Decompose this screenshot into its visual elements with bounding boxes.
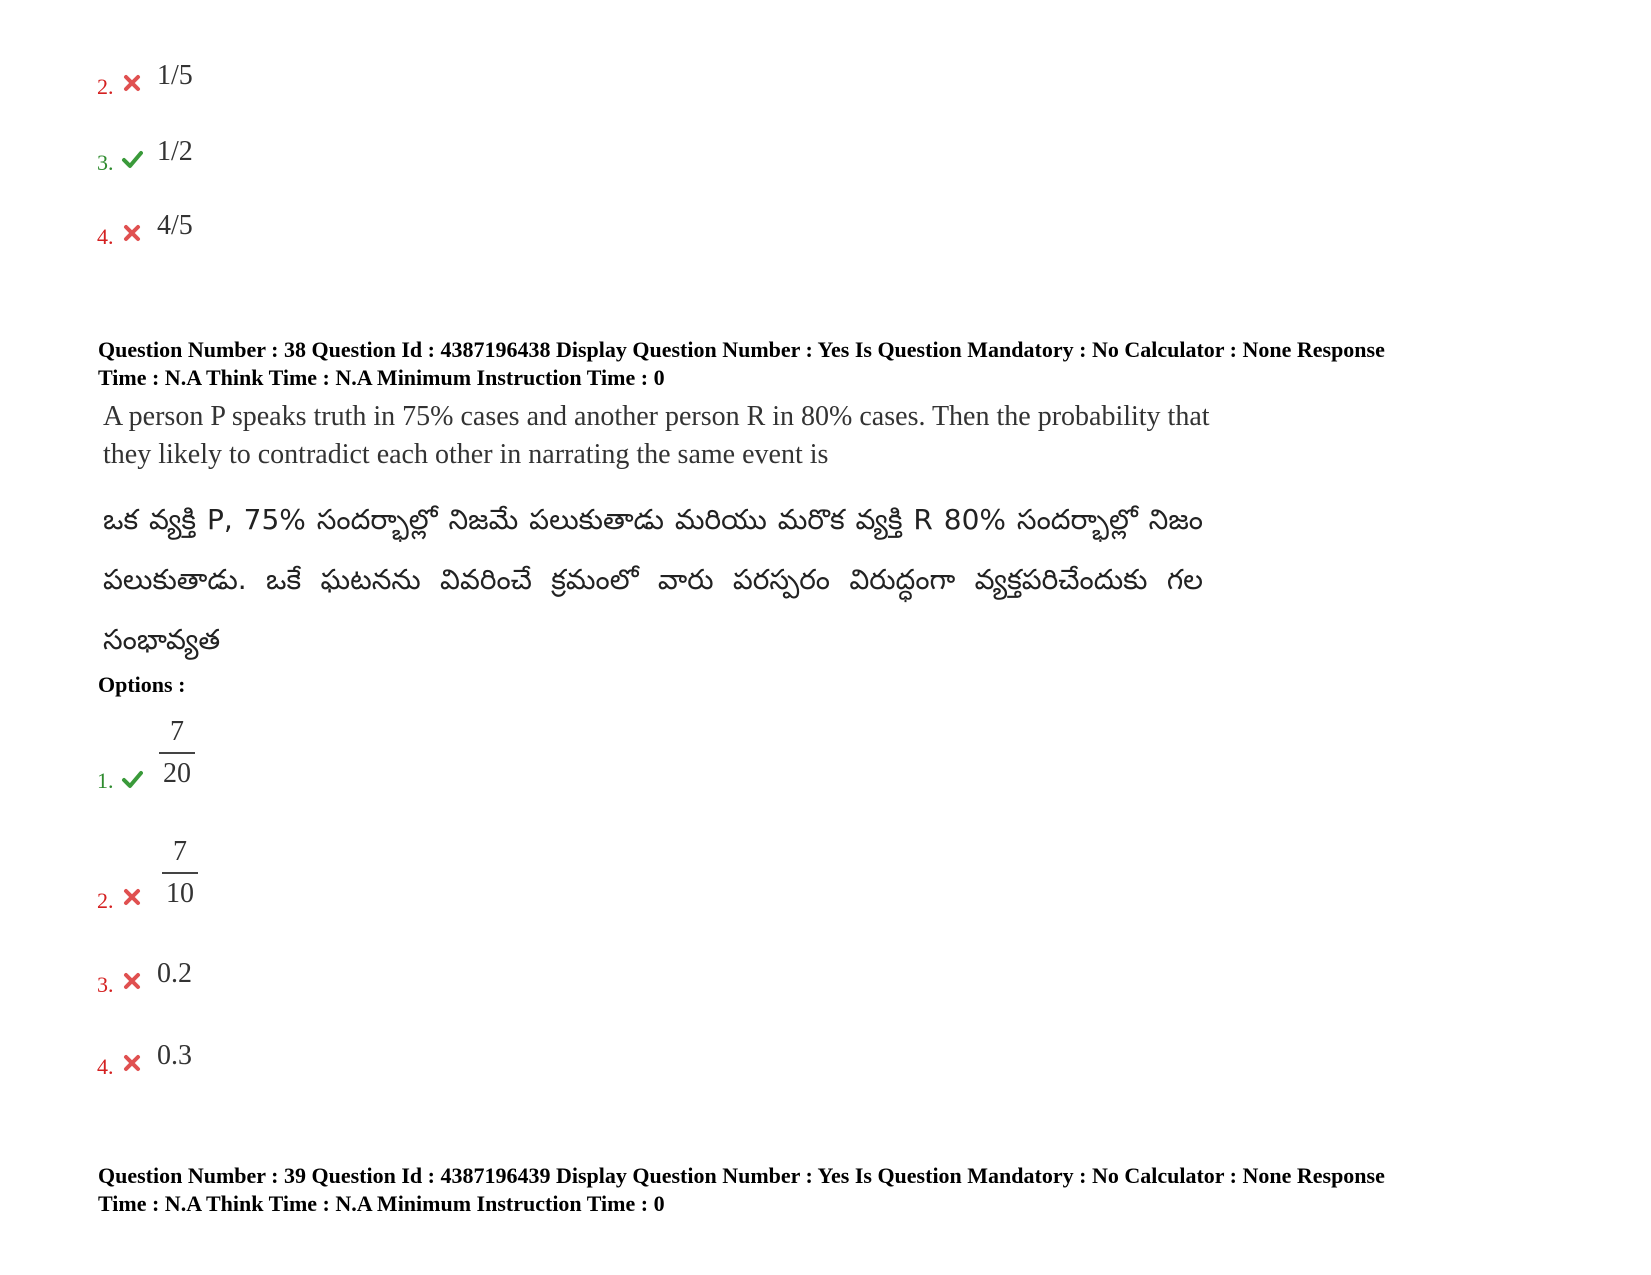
option-text: 4/5 — [157, 210, 193, 241]
fraction-numerator: 7 — [170, 716, 184, 747]
cross-icon — [121, 1052, 143, 1074]
option-number: 3. — [97, 972, 114, 997]
question-header-line1: Question Number : 38 Question Id : 4387196438 Display Question Number : Yes Is Question Mandatory : No Calculator : None Response — [98, 337, 1385, 362]
options-label: Options : — [98, 672, 186, 697]
fraction-option — [160, 832, 200, 914]
question-text-english: A person P speaks truth in 75% cases and another person R in 80% cases. Then the probability that they likely to contradict each other in narrating the same event is — [103, 401, 1210, 470]
option-text: 1/5 — [157, 60, 193, 91]
fraction-numerator: 7 — [173, 836, 187, 867]
question-header-line2: Time : N.A Think Time : N.A Minimum Instruction Time : 0 — [98, 365, 665, 390]
option-text: 0.3 — [157, 1040, 192, 1071]
cross-icon — [121, 72, 143, 94]
option-text: 0.2 — [157, 958, 192, 989]
fraction-denominator: 10 — [166, 878, 194, 909]
cross-icon — [121, 970, 143, 992]
option-number: 1. — [97, 768, 114, 793]
prev-option-3 — [97, 136, 497, 196]
fraction-option — [157, 712, 197, 794]
question-header — [98, 1162, 1578, 1218]
question-header — [98, 336, 1578, 392]
q38-option-1 — [97, 712, 497, 812]
option-number: 4. — [97, 1054, 114, 1079]
question-text-telugu: ఒక వ్యక్తి P, 75% సందర్భాల్లో నిజమే పలుకుతాడు మరియు మరొక వ్యక్తి R 80% సందర్భాల్లో నిజం పలుకుతాడు. ఒకే ఘటనను వివరించే క్రమంలో వారు పరస్పరం విరుద్ధంగా వ్యక్తపరిచేందుకు గల సంభావ్యత — [103, 503, 1203, 656]
option-number: 3. — [97, 150, 114, 175]
question-header-line1: Question Number : 39 Question Id : 4387196439 Display Question Number : Yes Is Question Mandatory : No Calculator : None Response — [98, 1163, 1385, 1188]
question-header-line2: Time : N.A Think Time : N.A Minimum Instruction Time : 0 — [98, 1191, 665, 1216]
q38-option-4 — [97, 1040, 497, 1100]
q38-option-3 — [97, 958, 497, 1018]
fraction-denominator: 20 — [163, 758, 191, 789]
cross-icon — [121, 222, 143, 244]
option-number: 2. — [97, 888, 114, 913]
prev-option-4 — [97, 210, 497, 270]
checkmark-icon — [121, 768, 143, 790]
cross-icon — [121, 886, 143, 908]
option-text: 1/2 — [157, 136, 193, 167]
option-number: 4. — [97, 224, 114, 249]
option-number: 2. — [97, 74, 114, 99]
prev-option-2 — [97, 60, 497, 120]
checkmark-icon — [121, 148, 143, 170]
q38-option-2 — [97, 832, 497, 932]
